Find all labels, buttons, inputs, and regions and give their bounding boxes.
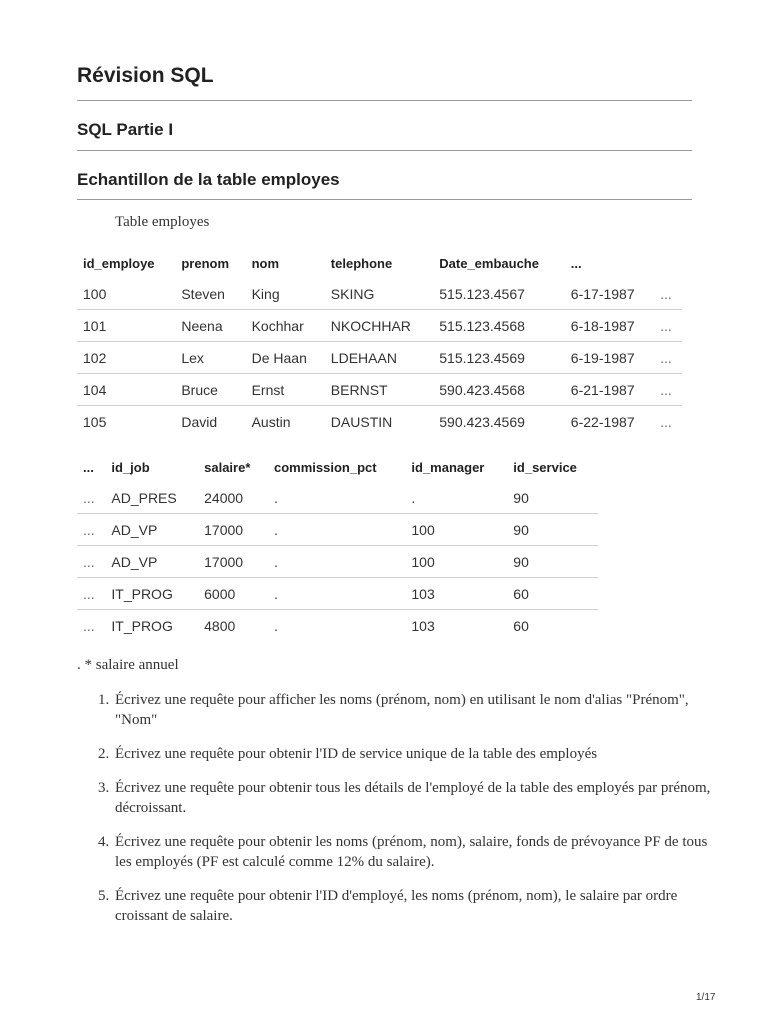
column-header: id_job [111,459,150,475]
column-header [654,248,682,278]
table-cell: Kochhar [246,310,325,342]
question-item: 2. Écrivez une requête pour obtenir l'ID de service unique de la table des employés [113,744,725,764]
column-header: salaire* [204,459,251,475]
table-row [77,514,598,546]
table-cell: ... [77,610,105,642]
table-cell: 515.123.4568 [433,310,565,342]
table-cell: . [268,610,405,642]
table-cell: 60 [507,578,598,610]
table-cell: IT_PROG [105,610,198,642]
employees-table-part1 [77,248,682,437]
page-title: Révision SQL [77,64,214,87]
table-row [77,406,682,438]
table-cell: ... [654,374,682,406]
table-cell: DAUSTIN [325,406,433,438]
table-cell: ... [77,546,105,578]
table-cell: Neena [175,310,245,342]
column-header: Date_embauche [439,255,539,271]
table-cell: 6-22-1987 [565,406,654,438]
table-cell: Steven [181,285,225,302]
table-cell: 105 [77,406,175,438]
table-cell: AD_PRES [111,489,177,506]
table-row [77,310,682,342]
table-cell: 104 [77,374,175,406]
table-cell: ... [77,578,105,610]
table-cell: 4800 [198,610,268,642]
table-cell: Lex [175,342,245,374]
table-cell: SKING [330,285,375,302]
table-cell: 6-17-1987 [570,285,635,302]
table-cell: 100 [83,285,107,302]
table-cell: ... [654,406,682,438]
table-cell: . [268,578,405,610]
table-cell: 590.423.4568 [433,374,565,406]
table-cell: BERNST [325,374,433,406]
table-row [77,482,598,514]
page-number: 1/17 [696,992,716,1003]
table-header-row [77,248,682,278]
column-header: telephone [330,255,393,271]
section-title: Echantillon de la table employes [77,170,340,189]
table-row [77,578,598,610]
table-cell: . [273,489,278,506]
column-header: id_employe [83,255,155,271]
table-cell: 102 [77,342,175,374]
section-divider [77,199,692,200]
table-cell: 17000 [198,546,268,578]
table-header-row [77,452,598,482]
subtitle-divider [77,150,692,151]
table-cell: 515.123.4567 [439,285,525,302]
table-cell: 103 [405,610,507,642]
question-list [77,690,725,940]
table-cell: AD_VP [105,514,198,546]
table-cell: 590.423.4569 [433,406,565,438]
table-cell: King [251,285,280,302]
table-cell: . [268,514,405,546]
column-header: ... [83,459,94,475]
column-header: ... [570,255,582,271]
table-cell: Ernst [246,374,325,406]
table-cell: David [175,406,245,438]
column-header: commission_pct [273,459,377,475]
table-cell: LDEHAAN [325,342,433,374]
table-cell: ... [654,310,682,342]
table-caption: Table employes [115,214,210,230]
table-cell: 100 [405,514,507,546]
table-row [77,278,682,310]
table-cell: De Haan [246,342,325,374]
table-cell: . [268,546,405,578]
table-cell: 101 [77,310,175,342]
table-cell: IT_PROG [105,578,198,610]
table-row [77,374,682,406]
question-item: 1. Écrivez une requête pour afficher les noms (prénom, nom) en utilisant le nom d'alias "Prénom", "Nom" [113,690,725,730]
table-row [77,610,598,642]
employees-table-part2 [77,452,598,641]
table-cell: 100 [405,546,507,578]
column-header: id_service [513,459,577,475]
table-cell: 103 [405,578,507,610]
table-cell: 60 [507,610,598,642]
column-header: id_manager [411,459,485,475]
table-cell: 90 [507,514,598,546]
title-divider [77,100,692,101]
table-cell: 6-18-1987 [565,310,654,342]
table-cell: 17000 [198,514,268,546]
question-item: 3. Écrivez une requête pour obtenir tous les détails de l'employé de la table des employés par prénom, décroissant. [113,778,725,818]
column-header: nom [251,255,280,271]
table-cell: Austin [246,406,325,438]
table-cell: 6-21-1987 [565,374,654,406]
question-item: 4. Écrivez une requête pour obtenir les noms (prénom, nom), salaire, fonds de prévoyance PF de tous les employés (PF est calculé comme 12% du salaire). [113,832,725,872]
table-cell: 6-19-1987 [565,342,654,374]
footnote: . * salaire annuel [77,657,179,673]
table-cell: 515.123.4569 [433,342,565,374]
column-header: prenom [181,255,230,271]
table-cell: NKOCHHAR [325,310,433,342]
table-row [77,342,682,374]
subtitle: SQL Partie I [77,120,174,139]
question-item: 5. Écrivez une requête pour obtenir l'ID d'employé, les noms (prénom, nom), le salaire par ordre croissant de salaire. [113,886,725,926]
table-cell: ... [660,285,672,302]
table-cell: Bruce [175,374,245,406]
table-cell: 90 [507,546,598,578]
table-cell: 24000 [204,489,244,506]
table-cell: ... [654,342,682,374]
table-cell: . [411,489,416,506]
table-cell: 6000 [198,578,268,610]
table-cell: 90 [513,489,529,506]
table-cell: ... [77,514,105,546]
table-cell: AD_VP [105,546,198,578]
table-cell: ... [83,489,95,506]
table-row [77,546,598,578]
